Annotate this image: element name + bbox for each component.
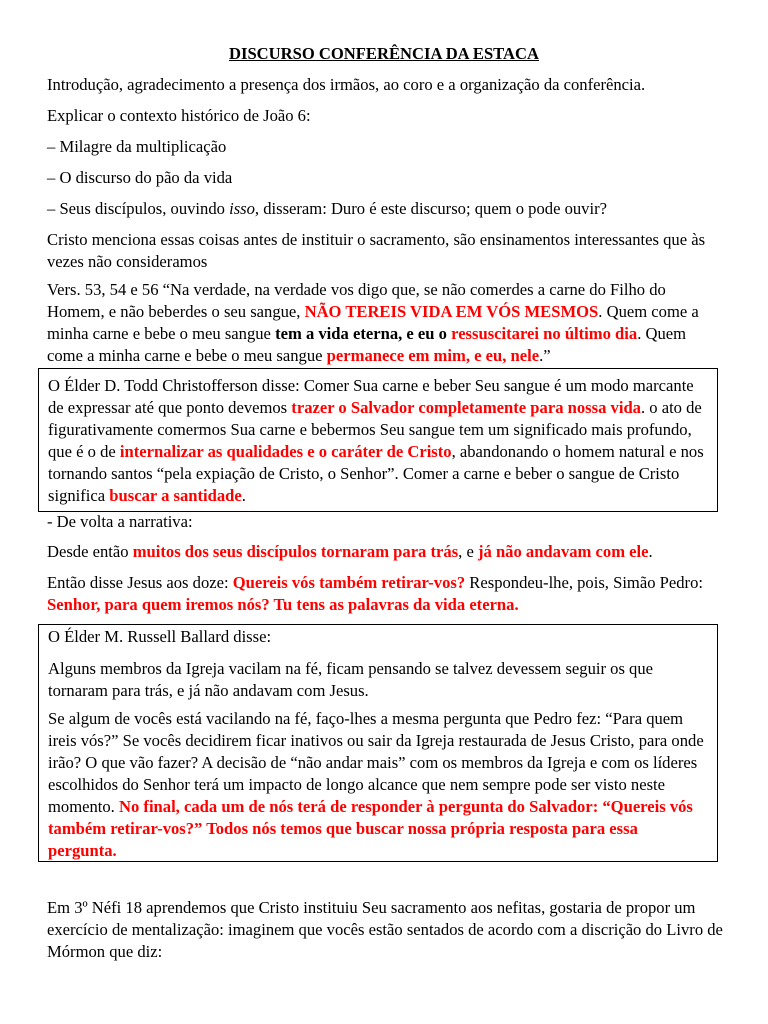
bullet-disciples-after: , disseram: Duro é este discurso; quem o pode ouvir?	[254, 199, 607, 218]
ballard-p2-red: No final, cada um de nós terá de responder à pergunta do Salvador: “Quereis vós também retirar-vos?” Todos nós temos que buscar nossa própria resposta para essa pergunta.	[48, 797, 693, 860]
bullet-disciples	[47, 198, 725, 220]
ballard-paragraph-2	[48, 708, 710, 862]
since-text-2: , e	[458, 542, 478, 561]
twelve-red-1: Quereis vós também retirar-vos?	[232, 573, 466, 592]
since-then-paragraph	[47, 541, 725, 563]
since-text-3: .	[648, 542, 653, 561]
since-red-2: já não andavam com ele	[477, 542, 649, 561]
box1-red-3: buscar a santidade	[109, 486, 242, 505]
box1-text-4: .	[241, 486, 246, 505]
christofferson-quote	[48, 375, 710, 507]
bullet-disciples-italic: isso	[229, 199, 255, 218]
bullet-multiplication: – Milagre da multiplicação	[47, 137, 227, 156]
box1-text-1: O Élder D. Todd Christofferson disse: Comer Sua carne e beber Seu sangue é um modo marcante de expressar até que ponto devemos	[48, 376, 694, 417]
box1-text-2: . o ato de figurativamente comermos Sua carne e bebermos Seu sangue tem um significado mais profundo, que é o de	[48, 398, 702, 461]
twelve-text-1: Então disse Jesus aos doze:	[47, 573, 233, 592]
verses-text-2: . Quem come a minha carne e bebe o meu sangue	[47, 302, 699, 343]
ballard-paragraph-1: Alguns membros da Igreja vacilam na fé, ficam pensando se talvez devessem seguir os que tornaram para trás, e já não andavam com Jesus.	[48, 659, 654, 700]
ballard-p2-text: Se algum de vocês está vacilando na fé, faço-lhes a mesma pergunta que Pedro fez: “Para quem ireis vós?” Se vocês decidirem ficar inativos ou sair da Igreja restaurada de Jesus Cristo, para onde irão? O que vão fazer? A decisão de “não andar mais” com os membros da Igreja e com os líderes escolhidos do Senhor terá um impacto de longo alcance que nem sempre pode ser visto neste momento.	[48, 709, 704, 816]
intro-paragraph: Introdução, agradecimento a presença dos irmãos, ao coro e a organização da conferência.	[47, 75, 646, 94]
since-text-1: Desde então	[47, 542, 133, 561]
box1-red-1: trazer o Salvador completamente para nossa vida	[291, 398, 641, 417]
verses-text-5: .”	[539, 346, 551, 365]
sacrament-paragraph: Cristo menciona essas coisas antes de instituir o sacramento, são ensinamentos interessantes que às vezes não consideramos	[47, 230, 706, 271]
verses-text-1: Vers. 53, 54 e 56 “Na verdade, na verdade vos digo que, se não comerdes a carne do Filho do Homem, e não beberdes o seu sangue,	[47, 280, 666, 321]
verses-bold-1: tem a vida eterna, e eu o	[275, 324, 447, 343]
verses-text-4: . Quem come a minha carne e bebe o meu sangue	[47, 324, 687, 365]
box1-red-2: internalizar as qualidades e o caráter de Cristo	[119, 442, 452, 461]
box1-text-3: , abandonando o homem natural e nos tornando santos “pela expiação de Cristo, o Senhor”. Comer a carne e beber o sangue de Cristo significa	[48, 442, 704, 505]
back-to-narrative: - De volta a narrativa:	[47, 512, 193, 531]
verses-red-2: ressuscitarei no último dia	[451, 324, 638, 343]
bullet-bread-of-life: – O discurso do pão da vida	[47, 168, 233, 187]
context-paragraph: Explicar o contexto histórico de João 6:	[47, 106, 311, 125]
verses-paragraph	[47, 279, 725, 367]
quote-box-ballard	[38, 624, 718, 862]
verses-red-3: permanece em mim, e eu, nele	[326, 346, 540, 365]
nephi-paragraph: Em 3º Néfi 18 aprendemos que Cristo instituiu Seu sacramento aos nefitas, gostaria de propor um exercício de mentalização: imaginem que vocês estão sentados de acordo com a discrição do Livro de Mórmon que diz:	[47, 898, 723, 961]
twelve-red-2: Senhor, para quem iremos nós? Tu tens as palavras da vida eterna.	[47, 595, 519, 614]
quote-box-christofferson	[38, 368, 718, 512]
verses-red-1: NÃO TEREIS VIDA EM VÓS MESMOS	[304, 302, 599, 321]
jesus-twelve-paragraph	[47, 572, 725, 616]
bullet-disciples-before: – Seus discípulos, ouvindo	[47, 199, 230, 218]
twelve-text-2: Respondeu-lhe, pois, Simão Pedro:	[465, 573, 703, 592]
since-red-1: muitos dos seus discípulos tornaram para trás	[132, 542, 459, 561]
page-title: DISCURSO CONFERÊNCIA DA ESTACA	[229, 44, 539, 63]
ballard-heading: O Élder M. Russell Ballard disse:	[48, 627, 272, 646]
